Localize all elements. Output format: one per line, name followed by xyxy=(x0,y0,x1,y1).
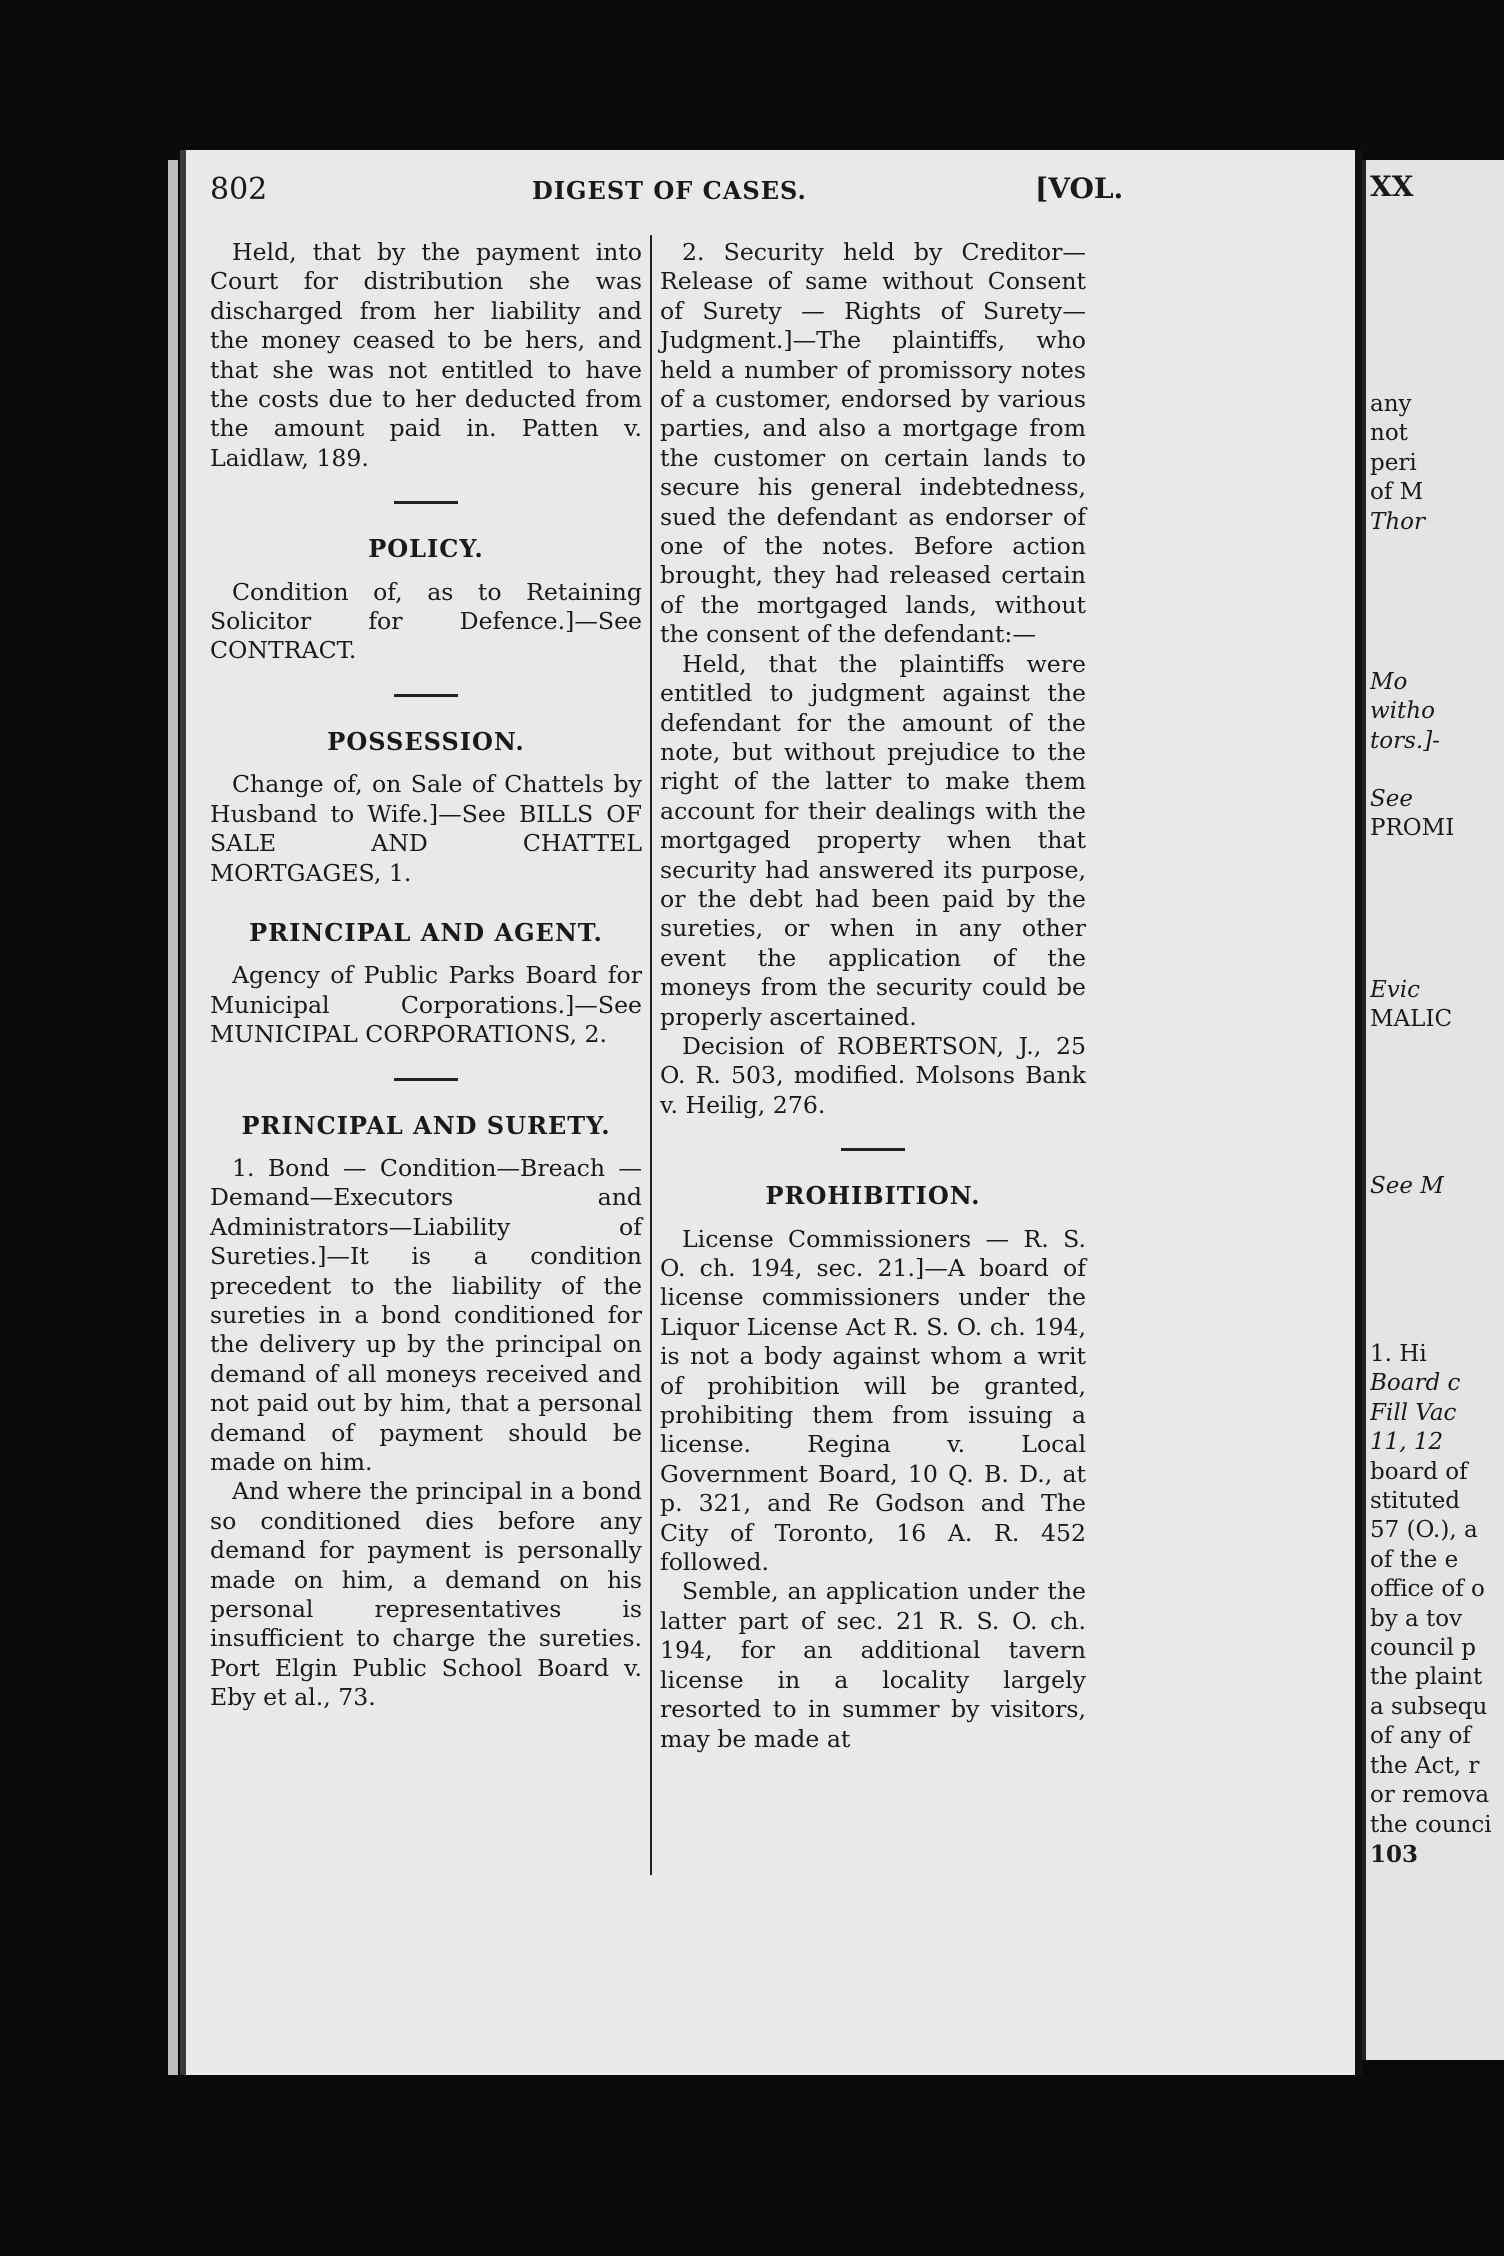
surety-entry-2: 2. Security held by Creditor—Release of same without Consent of Surety — Rights of Surety—Judgment.]—The plaintiffs, who held a number of promissory notes of a customer, endorsed by various parties, and also a mortgage from the customer on certain lands to secure his general indebtedness, sued the defendant as endorser of one of the notes. Before action brought, they had released certain of the mortgaged lands, without the consent of the defendant:— xyxy=(660,238,1086,649)
heading-principal-surety: PRINCIPAL AND SURETY. xyxy=(241,1110,611,1140)
possession-entry: Change of, on Sale of Chattels by Husband to Wife.]—See BILLS OF SALE AND CHATTEL MORTGAGES, 1. xyxy=(210,770,642,887)
facing-lines-mid3 xyxy=(1370,976,1504,1035)
heading-policy: POLICY. xyxy=(368,534,484,564)
facing-line: 57 (O.), a xyxy=(1370,1517,1478,1544)
facing-line: 11, 12 xyxy=(1370,1429,1444,1456)
facing-line: See M xyxy=(1370,1173,1444,1199)
heading-prohibition: PROHIBITION. xyxy=(765,1181,981,1211)
section-rule xyxy=(841,1148,905,1151)
facing-line: a subsequ xyxy=(1370,1693,1488,1720)
held-paragraph: Held, that by the payment into Court for distribution she was discharged from her liability and the money ceased to be hers, and that she was not entitled to have the costs due to her deducted from the amount paid in. Patten v. Laidlaw, 189. xyxy=(210,238,642,472)
facing-line: MALIC xyxy=(1370,1006,1453,1033)
facing-line: the Act, r xyxy=(1370,1752,1480,1779)
facing-line: Thor xyxy=(1370,508,1425,535)
facing-lines-top xyxy=(1370,390,1504,537)
surety-entry-2-decision: Decision of ROBERTSON, J., 25 O. R. 503, modified. Molsons Bank v. Heilig, 276. xyxy=(660,1031,1086,1119)
facing-lines-mid1 xyxy=(1370,668,1504,756)
facing-line: the plaint xyxy=(1370,1664,1483,1691)
policy-entry: Condition of, as to Retaining Solicitor for Defence.]—See CONTRACT. xyxy=(210,577,642,665)
surety-entry-2-held: Held, that the plaintiffs were entitled to judgment against the defendant for the amount of the note, but without prejudice to the right of the latter to make them account for their dealings with the mortgaged property when that security had answered its purpose, or the debt had been paid by the sureties, or when in any other event the application of the moneys from the security could be properly ascertained. xyxy=(660,649,1086,1031)
facing-line: office of o xyxy=(1370,1576,1485,1603)
facing-line: the counci xyxy=(1370,1811,1492,1838)
prohibition-entry: License Commissioners — R. S. O. ch. 194, sec. 21.]—A board of license commissioners under the Liquor License Act R. S. O. ch. 194, is not a body against whom a writ of prohibition will be granted, prohibiting them from issuing a license. Regina v. Local Government Board, 10 Q. B. D., at p. 321, and Re Godson and The City of Toronto, 16 A. R. 452 followed. xyxy=(660,1224,1086,1577)
facing-line: Board c xyxy=(1370,1370,1461,1397)
facing-page-number: 103 xyxy=(1370,1840,1419,1868)
facing-line: See xyxy=(1370,786,1413,812)
section-rule xyxy=(394,1078,458,1081)
facing-line: stituted xyxy=(1370,1488,1461,1515)
facing-line: Evic xyxy=(1370,977,1421,1003)
facing-lines-mid4 xyxy=(1370,1172,1504,1201)
surety-entry-1: 1. Bond — Condition—Breach — Demand—Executors and Administrators—Liability of Sureties.]—It is a condition precedent to the liability of the sureties in a bond conditioned for the delivery up by the principal on demand of all moneys received and not paid out by him, that a personal demand of payment should be made on him. xyxy=(210,1153,642,1476)
facing-line: any xyxy=(1370,391,1412,417)
facing-header: XX xyxy=(1370,172,1414,202)
facing-line: PROMI xyxy=(1370,815,1455,842)
facing-line: Mo xyxy=(1370,669,1408,695)
facing-line: 1. Hi xyxy=(1370,1341,1427,1367)
volume-label: [VOL. xyxy=(1035,172,1124,205)
facing-line: not xyxy=(1370,420,1408,447)
facing-line: board of xyxy=(1370,1458,1468,1485)
section-rule xyxy=(394,501,458,504)
prohibition-semble: Semble, an application under the latter part of sec. 21 R. S. O. ch. 194, for an additional tavern license in a locality largely resorted to in summer by visitors, may be made at xyxy=(660,1577,1086,1753)
facing-line: by a tov xyxy=(1370,1605,1463,1632)
facing-line: or remova xyxy=(1370,1782,1490,1809)
facing-line: Fill Vac xyxy=(1370,1399,1457,1426)
facing-lines-bottom xyxy=(1370,1340,1504,1869)
facing-line: of the e xyxy=(1370,1546,1459,1573)
spacer xyxy=(210,888,642,906)
running-title: DIGEST OF CASES. xyxy=(532,176,807,205)
facing-line: of M xyxy=(1370,479,1424,506)
section-rule xyxy=(394,694,458,697)
facing-line: witho xyxy=(1370,698,1435,725)
column-divider xyxy=(650,235,652,1875)
surety-entry-1-continued: And where the principal in a bond so conditioned dies before any demand for payment is personally made on him, a demand on his personal representatives is insufficient to charge the sureties. Port Elgin Public School Board v. Eby et al., 73. xyxy=(210,1477,642,1712)
principal-agent-entry: Agency of Public Parks Board for Municipal Corporations.]—See MUNICIPAL CORPORATIONS, 2. xyxy=(210,961,642,1049)
heading-principal-agent: PRINCIPAL AND AGENT. xyxy=(249,917,603,947)
left-column xyxy=(210,238,642,1713)
facing-lines-mid2 xyxy=(1370,785,1504,844)
right-column xyxy=(660,238,1086,1754)
facing-line: council p xyxy=(1370,1635,1476,1662)
heading-possession: POSSESSION. xyxy=(327,726,525,756)
facing-line: peri xyxy=(1370,449,1417,476)
page-number: 802 xyxy=(210,172,268,207)
facing-line: tors.]- xyxy=(1370,727,1440,754)
running-header xyxy=(210,172,1124,212)
facing-line: of any of xyxy=(1370,1723,1471,1750)
